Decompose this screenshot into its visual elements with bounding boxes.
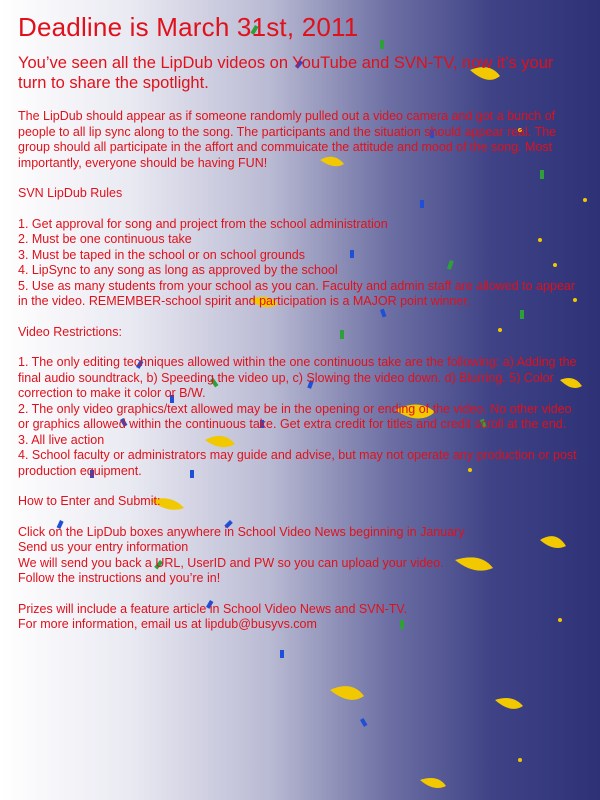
rules-list	[18, 217, 584, 310]
enter-list	[18, 525, 584, 587]
list-item: 1. The only editing techniques allowed within the one continuous take are the following: a) Adding the final audio soundtrack, b) Speeding the video up, c) Slowing the video down. d) Blurring. 5) Color correction to make it color or B/W.	[18, 355, 577, 400]
list-item: Click on the LipDub boxes anywhere in School Video News beginning in January	[18, 524, 465, 539]
list-item: 5. Use as many students from your school as you can. Faculty and admin staff are allowed to appear in the video. REMEMBER-school spirit and participation is a MAJOR point winner.	[18, 278, 576, 308]
flyer-content	[18, 10, 584, 633]
restrictions-list	[18, 355, 584, 479]
prizes-text: Prizes will include a feature article in School Video News and SVN-TV.	[18, 601, 408, 616]
contact-text: For more information, email us at lipdub@busyvs.com	[18, 617, 317, 631]
list-item: 4. School faculty or administrators may guide and advise, but may not operate any production or post production equipment.	[18, 448, 577, 478]
intro-text: You’ve seen all the LipDub videos on YouTube and SVN-TV, now it’s your turn to share the spotlight.	[18, 54, 554, 92]
list-item: Follow the instructions and you’re in!	[18, 571, 221, 585]
list-item: 2. Must be one continuous take	[18, 232, 192, 246]
description-paragraph: The LipDub should appear as if someone randomly pulled out a video camera and got a bunch of people to all lip sync along to the song. The participants and the situation should appear real. The group should all participate in the affort and commuicate the attitude and mood of the song. Most importantly, everyone should be having FUN!	[18, 109, 557, 170]
list-item: We will send you back a URL, UserID and PW so you can upload your video.	[18, 555, 444, 570]
list-item: 3. Must be taped in the school or on school grounds	[18, 247, 305, 262]
rules-heading: SVN LipDub Rules	[18, 186, 123, 200]
enter-heading: How to Enter and Submit:	[18, 494, 161, 508]
list-item: Send us your entry information	[18, 540, 189, 554]
list-item: 3. All live action	[18, 432, 105, 447]
list-item: 1. Get approval for song and project from the school administration	[18, 216, 388, 231]
deadline-title: Deadline is March 31st, 2011	[18, 12, 359, 42]
list-item: 4. LipSync to any song as long as approved by the school	[18, 263, 338, 277]
restrictions-heading: Video Restrictions:	[18, 324, 122, 339]
list-item: 2. The only video graphics/text allowed may be in the opening or ending of the video. No other video or graphics allowed within the continuous take. Get extra credit for titles and credit scroll at the end.	[18, 401, 572, 431]
